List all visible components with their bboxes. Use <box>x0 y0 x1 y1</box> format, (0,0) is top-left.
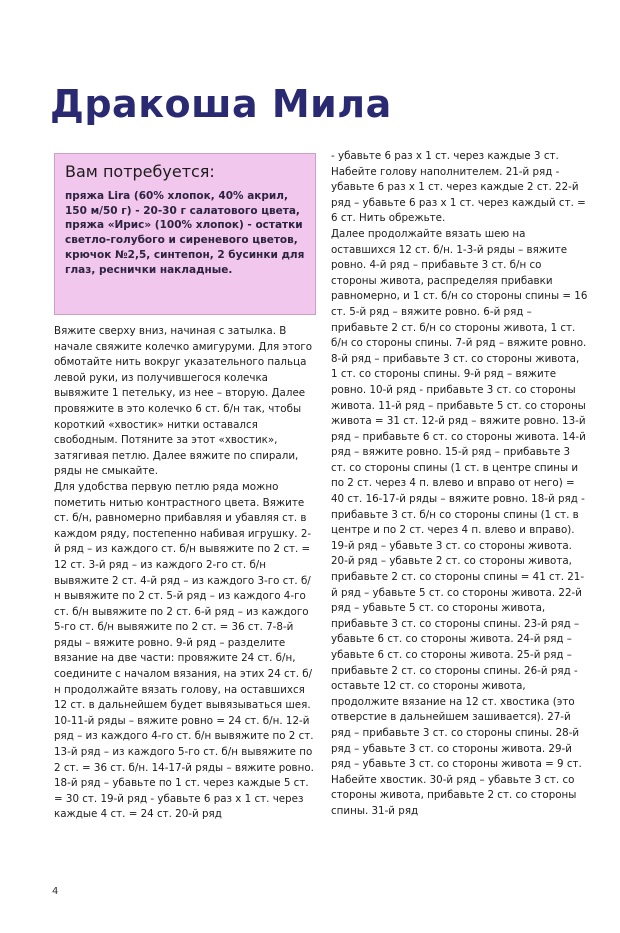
materials-text: пряжа Lira (60% хлопок, 40% акрил, 150 м/50 г) - 20-30 г салатового цвета, пряжа «Ирис» (100% хлопок) - остатки светло-голубого и сиреневого цветов, крючок №2,5, синтепон, 2 бусинки для глаз, реснички накладные. <box>65 190 305 276</box>
paragraph: - убавьте 6 раз х 1 ст. через каждые 3 ст. Набейте голову наполнителем. 21-й ряд - убавьте 6 раз х 1 ст. через каждые 2 ст. 22-й ряд – убавьте 6 раз х 1 ст. через каждый ст. = 6 ст. Нить обрежьте. <box>331 150 586 225</box>
left-column <box>54 324 316 823</box>
paragraph: Далее продолжайте вязать шею на оставшихся 12 ст. б/н. 1-3-й ряды – вяжите ровно. 4-й ряд – прибавьте 3 ст. б/н со стороны живота, распределяя прибавки равномерно, и 1 ст. б/н со стороны спины = 16 ст. 5-й ряд – вяжите ровно. 6-й ряд – прибавьте 2 ст. б/н со стороны живота, 1 ст. б/н со стороны спины. 7-й ряд – вяжите ровно. 8-й ряд – прибавьте 3 ст. со стороны живота, 1 ст. со стороны спины. 9-й ряд – вяжите ровно. 10-й ряд - прибавьте 3 ст. со стороны живота. 11-й ряд – прибавьте 5 ст. со стороны живота = 31 ст. 12-й ряд – вяжите ровно. 13-й ряд – прибавьте 6 ст. со стороны живота. 14-й ряд – вяжите ровно. 15-й ряд – прибавьте 3 ст. со стороны спины (1 ст. в центре спины и по 2 ст. через 4 п. влево и вправо от него) = 40 ст. 16-17-й ряды – вяжите ровно. 18-й ряд - прибавьте 3 ст. б/н со стороны спины (1 ст. в центре и по 2 ст. через 4 п. влево и вправо). 19-й ряд – убавьте 3 ст. со стороны живота. 20-й ряд – убавьте 2 ст. со стороны живота, прибавьте 2 ст. со стороны спины = 41 ст. 21-й ряд – убавьте 5 ст. со стороны живота. 22-й ряд – убавьте 5 ст. со стороны живота, прибавьте 3 ст. со стороны спины. 23-й ряд – убавьте 6 ст. со стороны живота. 24-й ряд – убавьте 6 ст. со стороны живота. 25-й ряд – прибавьте 2 ст. со стороны спины. 26-й ряд - оставьте 12 ст. со стороны живота, продолжите вязание на 12 ст. хвостика (это отверстие в дальнейшем зашивается). 27-й ряд – прибавьте 3 ст. со стороны спины. 28-й ряд – убавьте 3 ст. со стороны живота. 29-й ряд – убавьте 3 ст. со стороны живота = 9 ст. Набейте хвостик. 30-й ряд – убавьте 3 ст. со стороны живота, прибавьте 2 ст. со стороны спины. 31-й ряд <box>331 227 588 817</box>
page-number: 4 <box>52 886 59 897</box>
right-column <box>331 149 588 820</box>
page-title: Дракоша Мила <box>50 82 392 126</box>
materials-heading: Вам потребуется: <box>65 162 215 181</box>
paragraph: Вяжите сверху вниз, начиная с затылка. В начале свяжите колечко амигуруми. Для этого обмотайте нить вокруг указательного пальца левой руки, из получившегося колечка вывяжите 1 петельку, из нее – вторую. Далее провяжите в это колечко 6 ст. б/н так, чтобы короткий «хвостик» нитки оставался свободным. Потяните за этот «хвостик», затягивая петлю. Далее вяжите по спирали, ряды не смыкайте. <box>54 325 313 478</box>
paragraph: Для удобства первую петлю ряда можно пометить нитью контрастного цвета. Вяжите ст. б/н, равномерно прибавляя и убавляя ст. в каждом ряду, постепенно набивая игрушку. 2-й ряд – из каждого ст. б/н вывяжите по 2 ст. = 12 ст. 3-й ряд – из каждого 2-го ст. б/н вывяжите 2 ст. 4-й ряд – из каждого 3-го ст. б/н вывяжите по 2 ст. 5-й ряд – из каждого 4-го ст. б/н вывяжите по 2 ст. 6-й ряд – из каждого 5-го ст. б/н вывяжите по 2 ст. = 36 ст. 7-8-й ряды – вяжите ровно. 9-й ряд – разделите вязание на две части: провяжите 24 ст. б/н, соедините с началом вязания, на этих 24 ст. б/н продолжайте вязать голову, на оставшихся 12 ст. в дальнейшем будет вывязываться шея. 10-11-й ряды – вяжите ровно = 24 ст. б/н. 12-й ряд – из каждого 4-го ст. б/н вывяжите по 2 ст. 13-й ряд – из каждого 5-го ст. б/н вывяжите по 2 ст. = 36 ст. б/н. 14-17-й ряды – вяжите ровно. 18-й ряд – убавьте по 1 ст. через каждые 5 ст. = 30 ст. 19-й ряд - убавьте 6 раз х 1 ст. через каждые 4 ст. = 24 ст. 20-й ряд <box>54 480 314 821</box>
materials-box <box>54 153 316 315</box>
